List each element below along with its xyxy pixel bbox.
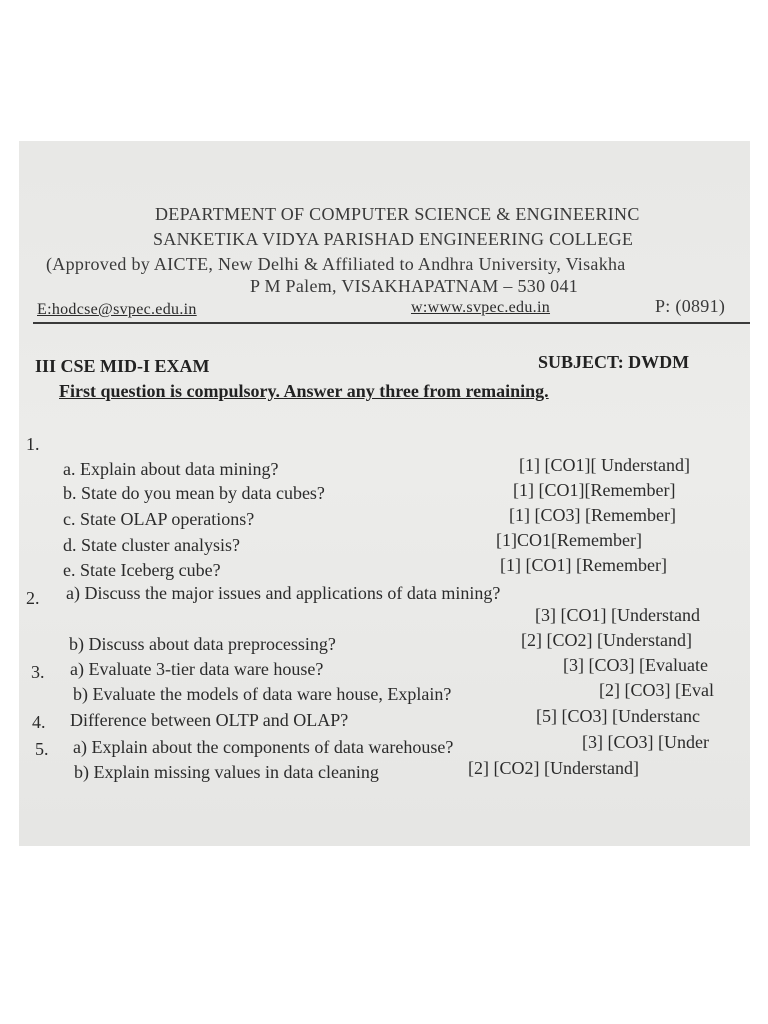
exam-instruction: First question is compulsory. Answer any three from remaining.	[59, 381, 549, 401]
exam-paper	[19, 141, 750, 846]
exam-title: III CSE MID-I EXAM	[35, 356, 210, 376]
question-text: b. State do you mean by data cubes?	[63, 483, 325, 503]
question-text: a) Evaluate 3-tier data ware house?	[70, 659, 324, 679]
question-number: 4.	[32, 712, 46, 732]
subject-name: SUBJECT: DWDM	[538, 352, 690, 372]
question-meta: [1] [CO1][Remember]	[513, 480, 676, 500]
question-number: 1.	[26, 434, 40, 454]
question-text: b) Discuss about data preprocessing?	[69, 634, 336, 654]
question-meta: [1] [CO1] [Remember]	[500, 555, 667, 575]
college-name: SANKETIKA VIDYA PARISHAD ENGINEERING COLLEGE	[153, 229, 634, 249]
question-text: b) Evaluate the models of data ware house, Explain?	[73, 684, 452, 704]
question-meta: [2] [CO2] [Understand]	[468, 758, 639, 778]
header-divider	[33, 322, 750, 324]
question-text: Difference between OLTP and OLAP?	[70, 710, 349, 730]
question-meta: [1] [CO1][ Understand]	[519, 455, 690, 475]
question-text: a) Explain about the components of data warehouse?	[73, 737, 454, 757]
question-meta: [2] [CO3] [Eval	[599, 680, 714, 700]
question-meta: [3] [CO3] [Under	[582, 732, 709, 752]
department-title: DEPARTMENT OF COMPUTER SCIENCE & ENGINEERINC	[155, 204, 640, 224]
question-text: a. Explain about data mining?	[63, 459, 279, 479]
question-text: d. State cluster analysis?	[63, 535, 240, 555]
question-number: 5.	[35, 739, 49, 759]
approval-line: (Approved by AICTE, New Delhi & Affiliated to Andhra University, Visakha	[46, 254, 626, 274]
website-link[interactable]: w:www.svpec.edu.in	[411, 299, 551, 316]
question-text: b) Explain missing values in data cleaning	[74, 762, 379, 782]
question-text: c. State OLAP operations?	[63, 509, 255, 529]
question-meta: [3] [CO3] [Evaluate	[563, 655, 708, 675]
question-text: e. State Iceberg cube?	[63, 560, 221, 580]
email-link[interactable]: E:hodcse@svpec.edu.in	[37, 301, 197, 318]
question-meta: [3] [CO1] [Understand	[535, 605, 700, 625]
question-number: 2.	[26, 588, 40, 608]
question-meta: [5] [CO3] [Understanc	[536, 706, 700, 726]
phone-number: P: (0891)	[655, 296, 726, 316]
question-text: a) Discuss the major issues and applications of data mining?	[66, 583, 501, 603]
address-line: P M Palem, VISAKHAPATNAM – 530 041	[250, 276, 579, 296]
question-number: 3.	[31, 662, 45, 682]
question-meta: [1] [CO3] [Remember]	[509, 505, 676, 525]
question-meta: [1]CO1[Remember]	[496, 530, 642, 550]
question-meta: [2] [CO2] [Understand]	[521, 630, 692, 650]
